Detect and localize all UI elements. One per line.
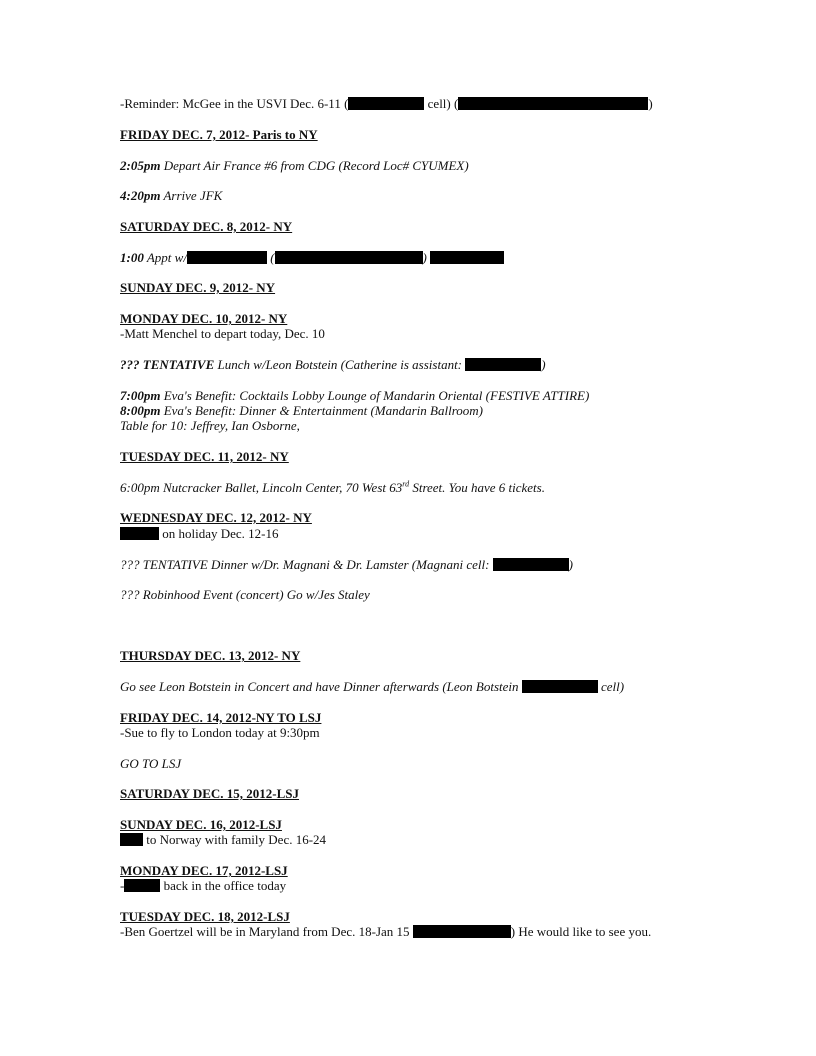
event-appt: [120, 250, 504, 265]
event-arrive: [120, 188, 222, 203]
redaction: [124, 879, 160, 892]
event-text: ??? TENTATIVE Dinner w/Dr. Magnani & Dr. Lamster (Magnani cell:: [120, 557, 493, 572]
heading-fri-dec7: FRIDAY DEC. 7, 2012- Paris to NY: [120, 127, 318, 142]
table-note: Table for 10: Jeffrey, Ian Osborne,: [120, 418, 300, 433]
norway-text: to Norway with family Dec. 16-24: [143, 832, 327, 847]
redaction: [465, 358, 541, 371]
heading-thu-dec13: THURSDAY DEC. 13, 2012- NY: [120, 648, 301, 663]
event-tentative-lunch: [120, 357, 546, 372]
event-text-cont: Street. You have 6 tickets.: [409, 480, 545, 495]
paren-close: ): [568, 557, 574, 572]
goertzel-close: ) He would like to see you.: [510, 924, 652, 939]
event-text: 6:00pm Nutcracker Ballet, Lincoln Center, 70 West 63: [120, 480, 403, 495]
note-sue: -Sue to fly to London today at 9:30pm: [120, 725, 320, 740]
back-office-text: back in the office today: [160, 878, 287, 893]
event-text: Depart Air France #6 from CDG (Record Loc# CYUMEX): [160, 158, 469, 173]
event-text: Lunch w/Leon Botstein (Catherine is assistant:: [214, 357, 466, 372]
event-time: 4:20pm: [120, 188, 161, 203]
redaction: [458, 97, 648, 110]
heading-mon-dec17: MONDAY DEC. 17, 2012-LSJ: [120, 863, 288, 878]
event-tentative-dinner: [120, 557, 573, 572]
event-time: 2:05pm: [120, 158, 161, 173]
heading-tue-dec11: TUESDAY DEC. 11, 2012- NY: [120, 449, 289, 464]
event-robinhood: ??? Robinhood Event (concert) Go w/Jes Staley: [120, 587, 370, 602]
paren-close: ): [422, 250, 431, 265]
redaction: [120, 527, 159, 540]
heading-fri-dec14: FRIDAY DEC. 14, 2012-NY TO LSJ: [120, 710, 322, 725]
event-benefit-dinner: [120, 403, 483, 418]
note-goertzel: [120, 924, 651, 939]
redaction: [348, 97, 424, 110]
note-holiday: [120, 526, 279, 541]
redaction: [413, 925, 511, 938]
event-depart: [120, 158, 469, 173]
redaction: [522, 680, 598, 693]
event-text: Arrive JFK: [160, 188, 223, 203]
ordinal-suffix: rd: [402, 479, 410, 489]
event-text: Appt w/: [143, 250, 187, 265]
goertzel-text: -Ben Goertzel will be in Maryland from Dec. 18-Jan 15: [120, 924, 413, 939]
reminder-line: [120, 96, 653, 111]
heading-sun-dec16: SUNDAY DEC. 16, 2012-LSJ: [120, 817, 282, 832]
event-text: Eva's Benefit: Dinner & Entertainment (Mandarin Ballroom): [160, 403, 484, 418]
event-nutcracker: [120, 480, 545, 495]
event-time: 7:00pm: [120, 388, 161, 403]
redaction: [187, 251, 267, 264]
redaction: [430, 251, 504, 264]
redaction: [120, 833, 143, 846]
event-time: 1:00: [120, 250, 144, 265]
paren-close: ): [541, 357, 546, 372]
event-text: Go see Leon Botstein in Concert and have Dinner afterwards (Leon Botstein: [120, 679, 522, 694]
event-benefit-cocktails: [120, 388, 589, 403]
dash: -: [120, 878, 125, 893]
tentative-label: ??? TENTATIVE: [120, 357, 215, 372]
note-back-office: [120, 878, 286, 893]
reminder-close: ): [648, 96, 653, 111]
heading-sat-dec8: SATURDAY DEC. 8, 2012- NY: [120, 219, 293, 234]
event-botstein-concert: [120, 679, 624, 694]
heading-sun-dec9: SUNDAY DEC. 9, 2012- NY: [120, 280, 276, 295]
redaction: [493, 558, 569, 571]
heading-mon-dec10: MONDAY DEC. 10, 2012- NY: [120, 311, 288, 326]
note-menchel: -Matt Menchel to depart today, Dec. 10: [120, 326, 325, 341]
paren-open: (: [266, 250, 275, 265]
redaction: [275, 251, 423, 264]
reminder-text-cell: cell) (: [424, 96, 459, 111]
event-text-close: cell): [597, 679, 625, 694]
heading-tue-dec18: TUESDAY DEC. 18, 2012-LSJ: [120, 909, 290, 924]
note-go-lsj: GO TO LSJ: [120, 756, 182, 771]
heading-wed-dec12: WEDNESDAY DEC. 12, 2012- NY: [120, 510, 312, 525]
note-norway: [120, 832, 326, 847]
event-time: 8:00pm: [120, 403, 161, 418]
holiday-text: on holiday Dec. 12-16: [159, 526, 279, 541]
heading-sat-dec15: SATURDAY DEC. 15, 2012-LSJ: [120, 786, 300, 801]
event-text: Eva's Benefit: Cocktails Lobby Lounge of Mandarin Oriental (FESTIVE ATTIRE): [160, 388, 590, 403]
reminder-text: -Reminder: McGee in the USVI Dec. 6-11 (: [120, 96, 349, 111]
